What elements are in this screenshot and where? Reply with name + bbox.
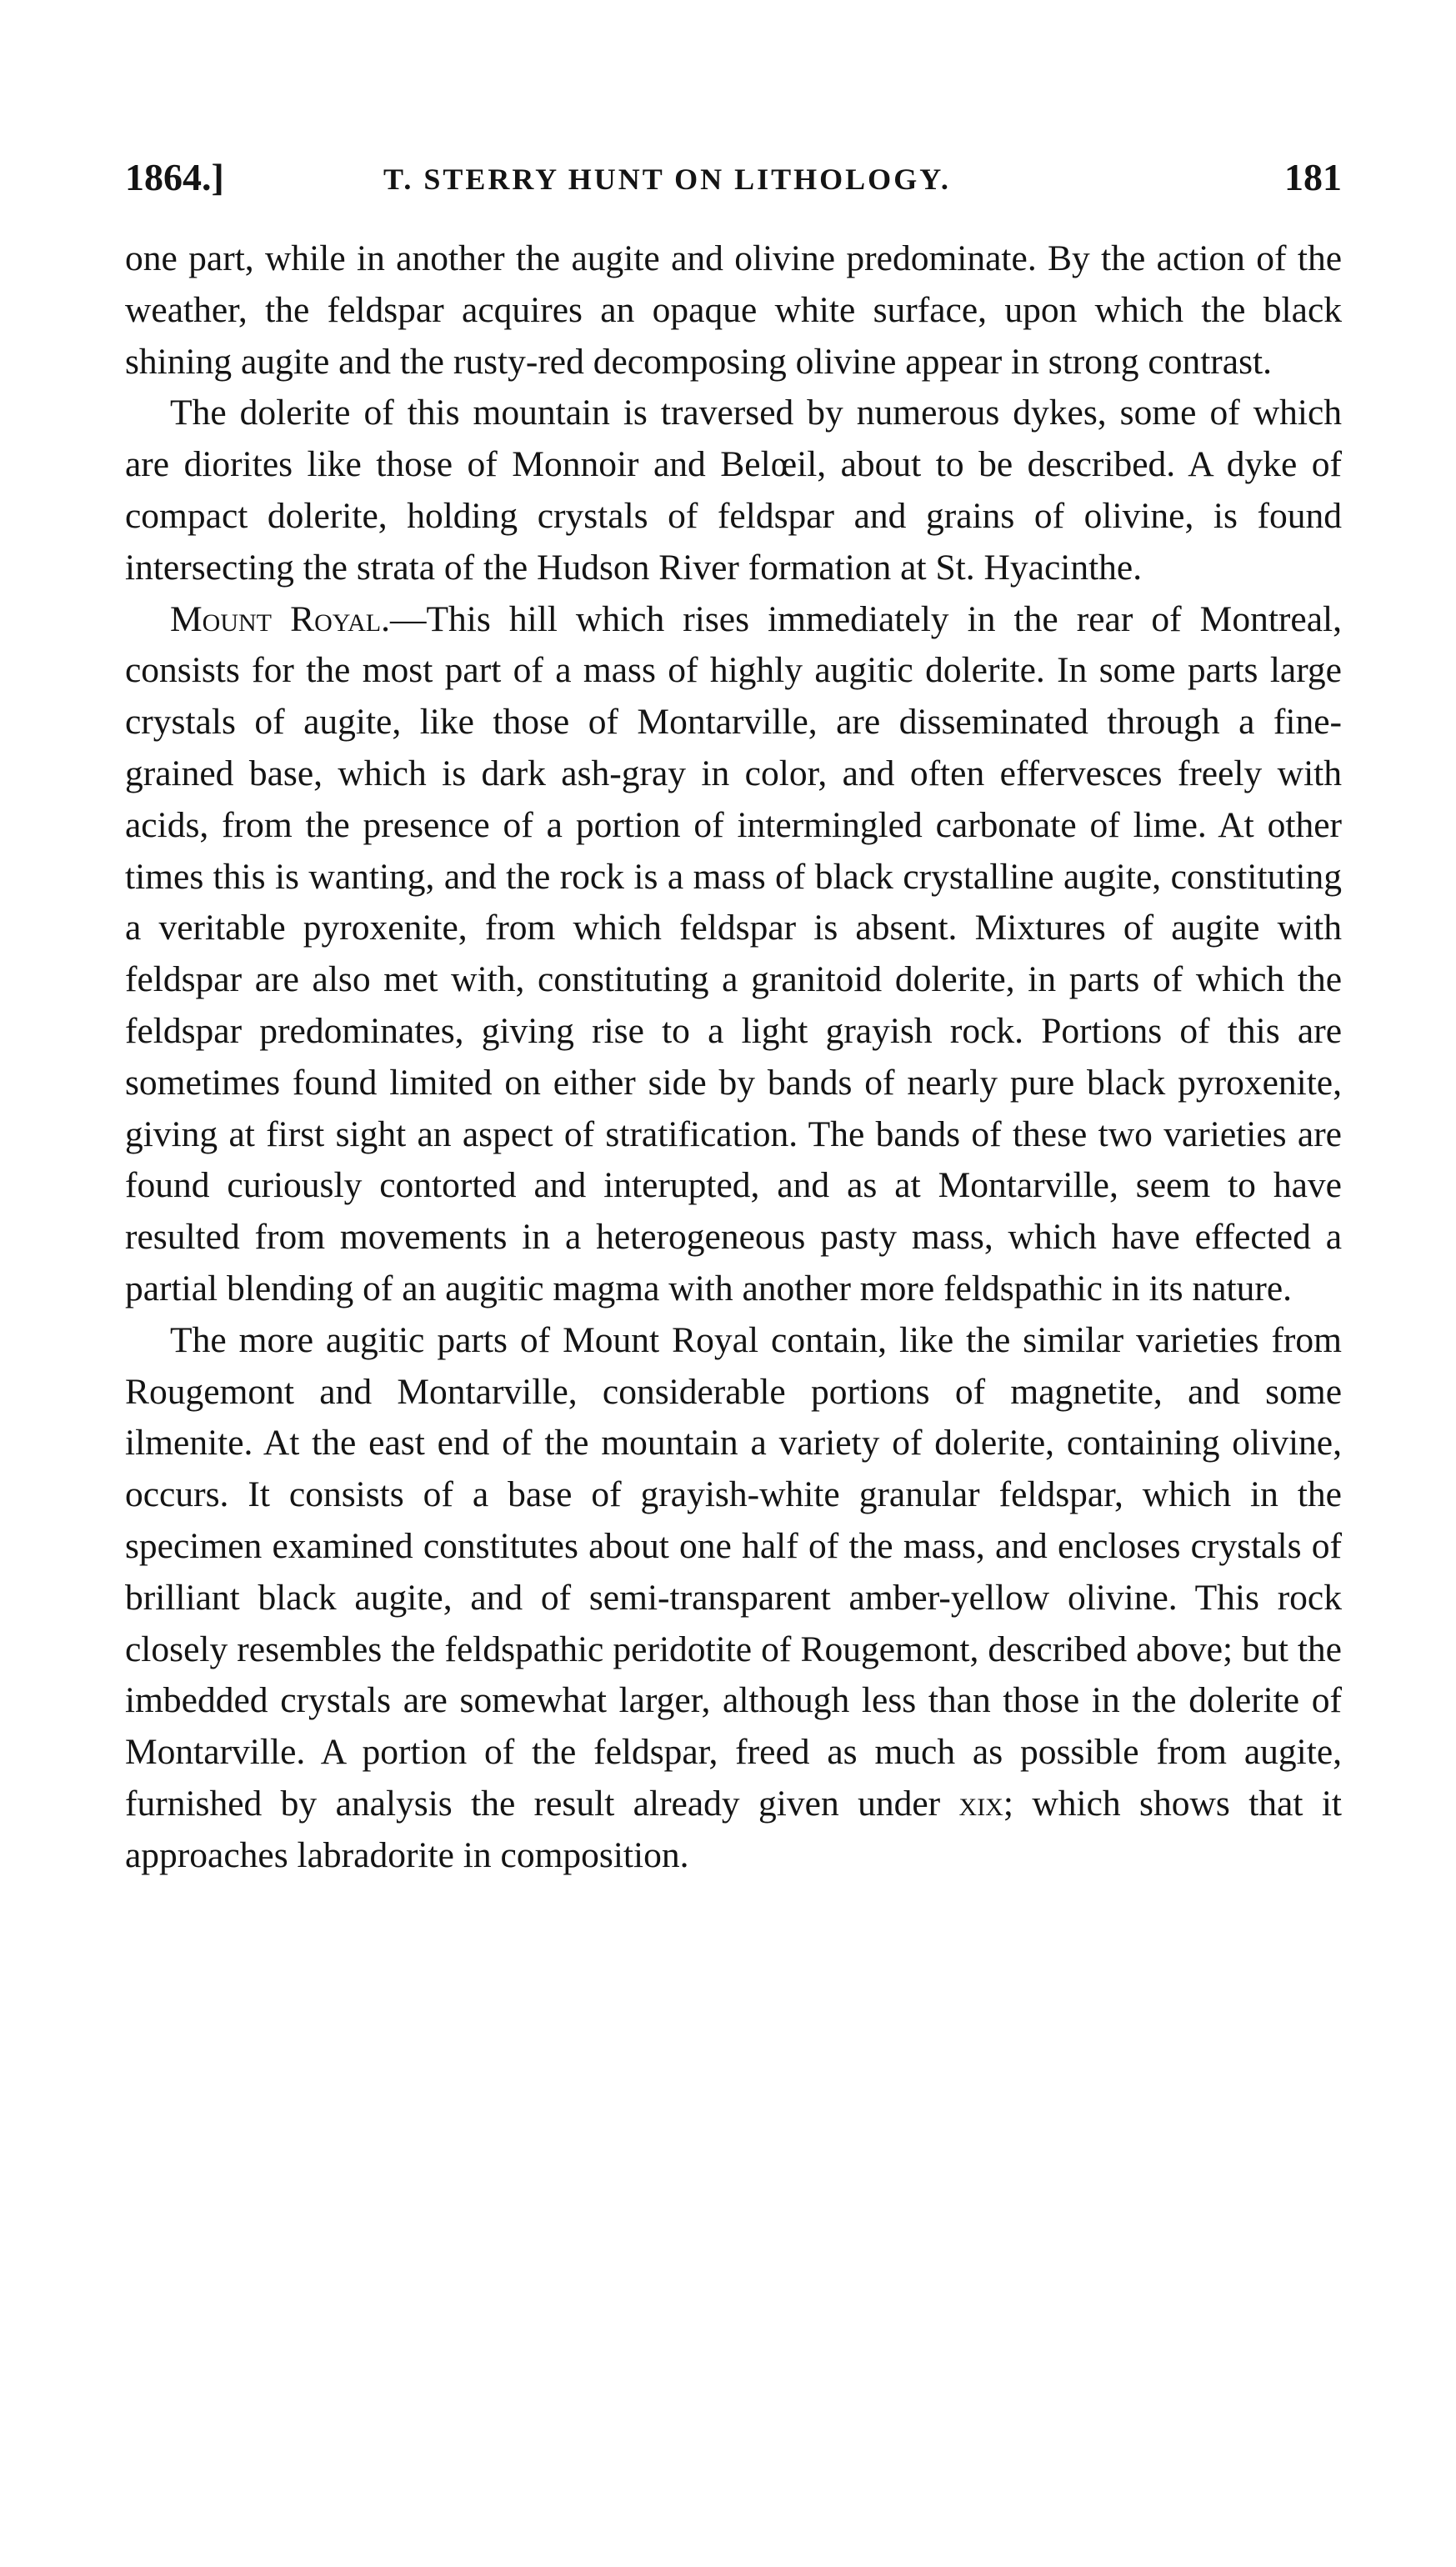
body-text bbox=[125, 233, 1342, 1882]
page-number: 181 bbox=[1284, 156, 1342, 198]
section-heading-mount-royal: Mount Royal. bbox=[170, 598, 390, 639]
paragraph-text: The dolerite of this mountain is traversed by numerous dykes, some of which are diorites like those of Monnoir and Belœil, about to be described. A dyke of compact dolerite, holding crystals of feldspar and grains of olivine, is found intersecting the strata of the Hudson River formation at St. Hyacinthe. bbox=[125, 393, 1342, 588]
running-head-title: T. STERRY HUNT ON LITHOLOGY. bbox=[383, 163, 951, 196]
running-head-year: 1864.] bbox=[125, 156, 224, 198]
paragraph-text-end: ; which shows that it approaches labradorite in composition. bbox=[125, 1783, 1342, 1875]
paragraph-dykes bbox=[125, 388, 1342, 593]
paragraph-continuation bbox=[125, 233, 1342, 388]
paragraph-mount-royal bbox=[125, 594, 1342, 1315]
analysis-reference: xix bbox=[958, 1783, 1003, 1824]
paragraph-text: one part, while in another the augite and olivine predominate. By the action of the weather, the feldspar acquires an opaque white surface, upon which the black shining augite and the rusty-red decomposing olivine appear in strong contrast. bbox=[125, 238, 1342, 382]
book-page bbox=[125, 155, 1342, 1882]
paragraph-text: The more augitic parts of Mount Royal contain, like the similar varieties from Rougemont and Montarville, considerable portions of magnetite, and some ilmenite. At the east end of the mountain a variety of dolerite, containing olivine, occurs. It consists of a base of grayish-white granular feldspar, which in the specimen examined constitutes about one half of the mass, and encloses crystals of brilliant black augite, and of semi-transparent amber-yellow olivine. This rock closely resembles the feldspathic peridotite of Rougemont, described above; but the imbedded crystals are somewhat larger, although less than those in the dolerite of Montarville. A portion of the feldspar, freed as much as possible from augite, furnished by analysis the result already given under bbox=[125, 1319, 1342, 1824]
running-head bbox=[125, 155, 1342, 205]
paragraph-text: —This hill which rises immediately in the rear of Montreal, consists for the most part of a mass of highly augitic dolerite. In some parts large crystals of augite, like those of Montarville, are disseminated through a fine-grained base, which is dark ash-gray in color, and often effervesces freely with acids, from the presence of a portion of intermingled carbonate of lime. At other times this is wanting, and the rock is a mass of black crystalline augite, constituting a veritable pyroxenite, from which feldspar is absent. Mixtures of augite with feldspar are also met with, constituting a granitoid dolerite, in parts of which the feldspar predominates, giving rise to a light grayish rock. Portions of this are sometimes found limited on either side by bands of nearly pure black pyroxenite, giving at first sight an aspect of stratification. The bands of these two varieties are found curiously contorted and interupted, and as at Montarville, seem to have resulted from movements in a heterogeneous pasty mass, which have effected a partial blending of an augitic magma with another more feldspathic in its nature. bbox=[125, 598, 1342, 1309]
paragraph-augitic-parts bbox=[125, 1315, 1342, 1882]
